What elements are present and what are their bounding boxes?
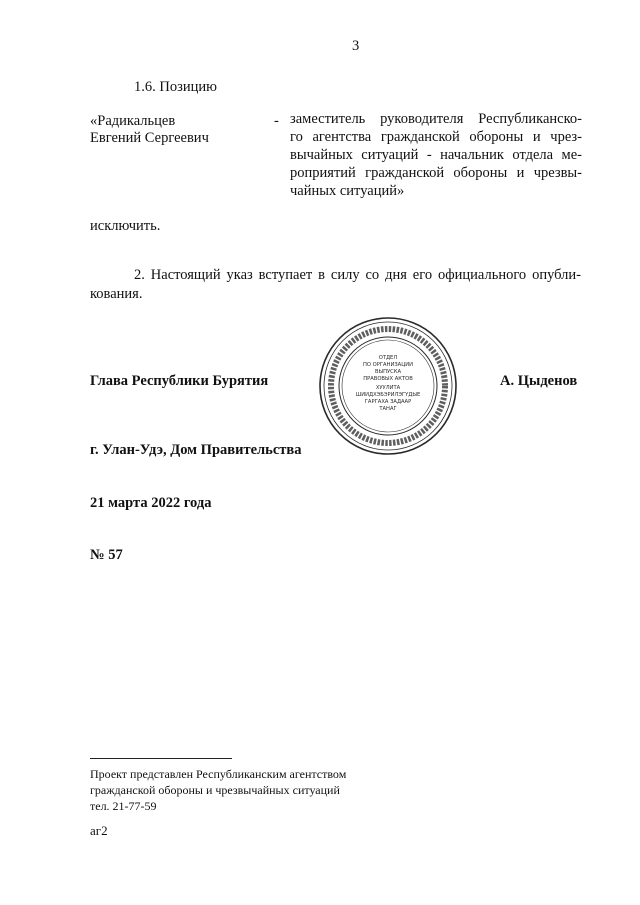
person-dash: -: [274, 113, 279, 129]
section-heading: 1.6. Позицию: [134, 79, 217, 95]
person-position: [290, 111, 582, 200]
document-number: № 57: [90, 547, 123, 563]
footnote-line: Проект представлен Республиканским агентством: [90, 767, 347, 781]
footnote-line: гражданской обороны и чрезвычайных ситуаций: [90, 783, 340, 797]
place: г. Улан-Удэ, Дом Правительства: [90, 442, 302, 458]
person-name-line1: «Радикальцев: [90, 113, 176, 129]
seal-line: ХУУЛИТА: [375, 385, 401, 391]
seal-line: ОТДЕЛ: [378, 355, 398, 361]
position-line: го агентства гражданской обороны и чрез-: [290, 129, 582, 145]
seal-line: ПО ОРГАНИЗАЦИИ: [362, 362, 414, 368]
position-line: роприятий гражданской обороны и чрезвы-: [290, 165, 582, 181]
footnote-divider: [90, 758, 232, 759]
action-text: исключить.: [90, 218, 161, 234]
page-number: 3: [352, 38, 360, 54]
clause-2-line1: 2. Настоящий указ вступает в силу со дня его официального опубли-: [134, 267, 581, 283]
seal-line: ТАНАГ: [379, 406, 397, 412]
official-seal: [318, 316, 458, 456]
seal-line: ГАРГАХА ЗАДААР: [364, 399, 412, 405]
position-line: вычайных ситуаций - начальник отдела ме-: [290, 147, 582, 163]
seal-line: ПРАВОВЫХ АКТОВ: [363, 376, 413, 382]
seal-line: ВЫПУСКА: [374, 369, 402, 375]
position-line: заместитель руководителя Республиканско-: [290, 111, 582, 127]
position-line: чайных ситуаций»: [290, 183, 405, 199]
signature-title: Глава Республики Бурятия: [90, 373, 269, 389]
footnote: [90, 766, 346, 814]
date: 21 марта 2022 года: [90, 495, 212, 511]
seal-line: ШИИДХЭБЭРИЛЭГҮДЫЕ: [355, 392, 421, 398]
seal-center-text: [356, 355, 421, 412]
footnote-line: тел. 21-77-59: [90, 799, 157, 813]
signature-name: А. Цыденов: [500, 373, 578, 389]
document-initials: аг2: [90, 823, 108, 838]
person-name-line2: Евгений Сергеевич: [90, 130, 209, 146]
clause-2-line2: кования.: [90, 286, 143, 302]
